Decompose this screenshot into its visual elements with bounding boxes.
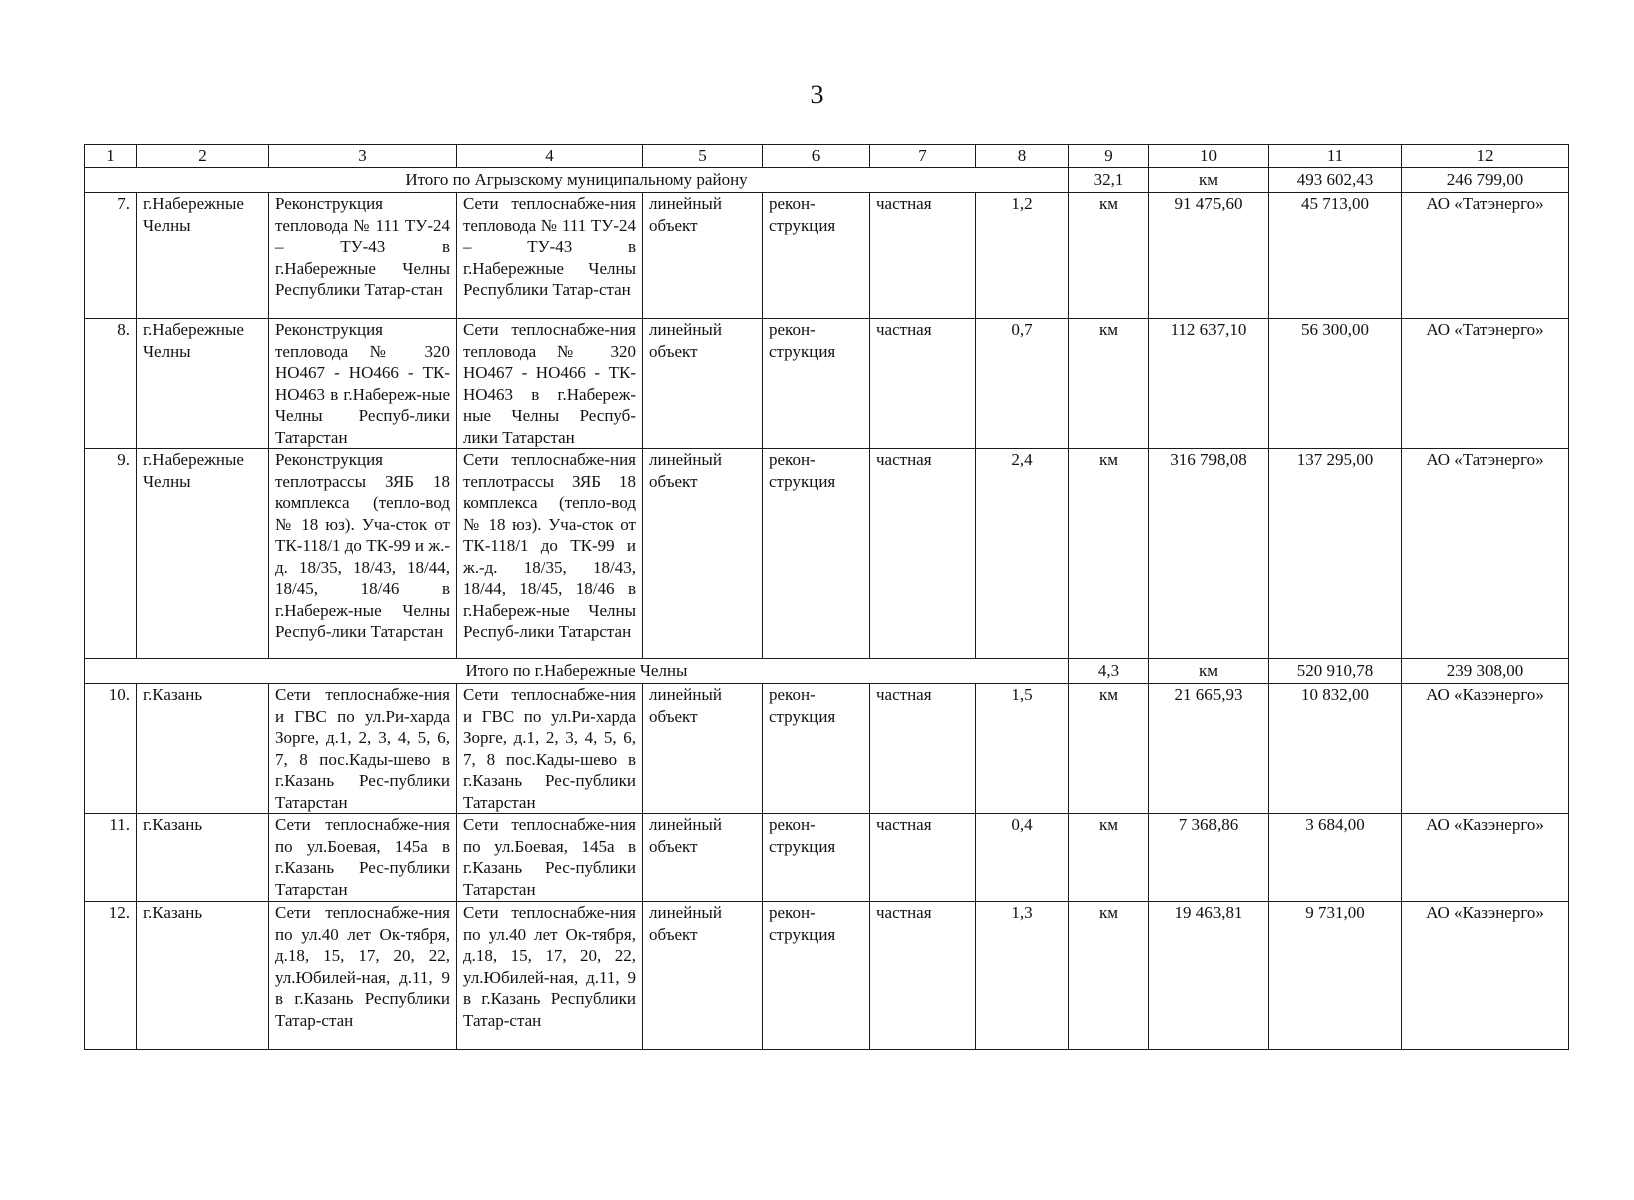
column-number: 6 bbox=[763, 145, 870, 168]
cost: 7 368,86 bbox=[1149, 814, 1269, 902]
column-number: 11 bbox=[1269, 145, 1402, 168]
total-label: Итого по г.Набережные Челны bbox=[85, 659, 1069, 684]
column-number: 12 bbox=[1402, 145, 1569, 168]
object-name: Сети теплоснабже-ния по ул.40 лет Ок-тября, д.18, 15, 17, 20, 22, ул.Юбилей-ная, д.11, 9 в г.Казань Республики Татар-стан bbox=[457, 902, 643, 1050]
project-name: Реконструкция теплотрассы ЗЯБ 18 комплекса (тепло-вод № 18 юз). Уча-сток от ТК-118/1 до ТК-99 и ж.-д. 18/35, 18/43, 18/44, 18/45, 18/46 в г.Набереж-ные Челны Респуб-лики Татарстан bbox=[269, 449, 457, 659]
project-name: Реконструкция тепловода № 320 НО467 - НО466 - ТК-НО463 в г.Набереж-ные Челны Респуб-лики Татарстан bbox=[269, 319, 457, 449]
city: г.Набережные Челны bbox=[137, 449, 269, 659]
cost: 91 475,60 bbox=[1149, 193, 1269, 319]
cost: 112 637,10 bbox=[1149, 319, 1269, 449]
heat-network-table bbox=[84, 144, 1569, 1050]
column-number: 7 bbox=[870, 145, 976, 168]
project-name: Реконструкция тепловода № 111 ТУ-24 – ТУ-43 в г.Набережные Челны Республики Татар-стан bbox=[269, 193, 457, 319]
total-cost: 493 602,43 bbox=[1269, 168, 1402, 193]
unit: км bbox=[1069, 319, 1149, 449]
subsidy: 56 300,00 bbox=[1269, 319, 1402, 449]
unit: км bbox=[1069, 902, 1149, 1050]
row-number: 12. bbox=[85, 902, 137, 1050]
total-label: Итого по Агрызскому муниципальному району bbox=[85, 168, 1069, 193]
length: 1,2 bbox=[976, 193, 1069, 319]
owner: АО «Казэнерго» bbox=[1402, 814, 1569, 902]
cost: 316 798,08 bbox=[1149, 449, 1269, 659]
project-name: Сети теплоснабже-ния и ГВС по ул.Ри-харда Зорге, д.1, 2, 3, 4, 5, 6, 7, 8 пос.Кады-шево в г.Казань Рес-публики Татарстан bbox=[269, 684, 457, 814]
total-length: 32,1 bbox=[1069, 168, 1149, 193]
object-type: линейный объект bbox=[643, 814, 763, 902]
table-row bbox=[85, 193, 1569, 319]
work-type: рекон-струкция bbox=[763, 193, 870, 319]
row-number: 8. bbox=[85, 319, 137, 449]
object-name: Сети теплоснабже-ния тепловода № 111 ТУ-24 – ТУ-43 в г.Набережные Челны Республики Татар-стан bbox=[457, 193, 643, 319]
length: 0,4 bbox=[976, 814, 1069, 902]
subsidy: 45 713,00 bbox=[1269, 193, 1402, 319]
ownership: частная bbox=[870, 902, 976, 1050]
subsidy: 9 731,00 bbox=[1269, 902, 1402, 1050]
owner: АО «Татэнерго» bbox=[1402, 449, 1569, 659]
column-number: 2 bbox=[137, 145, 269, 168]
city: г.Набережные Челны bbox=[137, 319, 269, 449]
unit: км bbox=[1069, 684, 1149, 814]
owner: АО «Татэнерго» bbox=[1402, 319, 1569, 449]
subsidy: 10 832,00 bbox=[1269, 684, 1402, 814]
city: г.Казань bbox=[137, 902, 269, 1050]
total-subsidy: 239 308,00 bbox=[1402, 659, 1569, 684]
owner: АО «Казэнерго» bbox=[1402, 684, 1569, 814]
column-number: 9 bbox=[1069, 145, 1149, 168]
city: г.Казань bbox=[137, 684, 269, 814]
column-number: 4 bbox=[457, 145, 643, 168]
object-type: линейный объект bbox=[643, 449, 763, 659]
column-number: 8 bbox=[976, 145, 1069, 168]
page-number: 3 bbox=[810, 80, 824, 109]
city: г.Набережные Челны bbox=[137, 193, 269, 319]
project-name: Сети теплоснабже-ния по ул.40 лет Ок-тября, д.18, 15, 17, 20, 22, ул.Юбилей-ная, д.11, 9 в г.Казань Республики Татар-стан bbox=[269, 902, 457, 1050]
table-row bbox=[85, 449, 1569, 659]
table-row bbox=[85, 814, 1569, 902]
table-row bbox=[85, 319, 1569, 449]
object-type: линейный объект bbox=[643, 319, 763, 449]
length: 2,4 bbox=[976, 449, 1069, 659]
work-type: рекон-струкция bbox=[763, 319, 870, 449]
object-type: линейный объект bbox=[643, 684, 763, 814]
column-number: 5 bbox=[643, 145, 763, 168]
city: г.Казань bbox=[137, 814, 269, 902]
object-name: Сети теплоснабже-ния по ул.Боевая, 145а в г.Казань Рес-публики Татарстан bbox=[457, 814, 643, 902]
column-number: 3 bbox=[269, 145, 457, 168]
total-unit: км bbox=[1149, 168, 1269, 193]
object-type: линейный объект bbox=[643, 902, 763, 1050]
object-type: линейный объект bbox=[643, 193, 763, 319]
subsidy: 3 684,00 bbox=[1269, 814, 1402, 902]
owner: АО «Татэнерго» bbox=[1402, 193, 1569, 319]
column-number: 10 bbox=[1149, 145, 1269, 168]
owner: АО «Казэнерго» bbox=[1402, 902, 1569, 1050]
total-cost: 520 910,78 bbox=[1269, 659, 1402, 684]
subsidy: 137 295,00 bbox=[1269, 449, 1402, 659]
row-number: 7. bbox=[85, 193, 137, 319]
ownership: частная bbox=[870, 319, 976, 449]
cost: 19 463,81 bbox=[1149, 902, 1269, 1050]
unit: км bbox=[1069, 814, 1149, 902]
total-length: 4,3 bbox=[1069, 659, 1149, 684]
length: 1,3 bbox=[976, 902, 1069, 1050]
table-row bbox=[85, 684, 1569, 814]
column-number-row bbox=[85, 145, 1569, 168]
work-type: рекон-струкция bbox=[763, 449, 870, 659]
row-number: 11. bbox=[85, 814, 137, 902]
object-name: Сети теплоснабже-ния тепловода № 320 НО467 - НО466 - ТК-НО463 в г.Набереж-ные Челны Респуб-лики Татарстан bbox=[457, 319, 643, 449]
row-number: 10. bbox=[85, 684, 137, 814]
ownership: частная bbox=[870, 193, 976, 319]
ownership: частная bbox=[870, 449, 976, 659]
ownership: частная bbox=[870, 684, 976, 814]
cost: 21 665,93 bbox=[1149, 684, 1269, 814]
object-name: Сети теплоснабже-ния теплотрассы ЗЯБ 18 комплекса (тепло-вод № 18 юз). Уча-сток от ТК-118/1 до ТК-99 и ж.-д. 18/35, 18/43, 18/44, 18/45, 18/46 в г.Набереж-ные Челны Респуб-лики Татарстан bbox=[457, 449, 643, 659]
work-type: рекон-струкция bbox=[763, 684, 870, 814]
object-name: Сети теплоснабже-ния и ГВС по ул.Ри-харда Зорге, д.1, 2, 3, 4, 5, 6, 7, 8 пос.Кады-шево в г.Казань Рес-публики Татарстан bbox=[457, 684, 643, 814]
table-row bbox=[85, 902, 1569, 1050]
length: 0,7 bbox=[976, 319, 1069, 449]
project-name: Сети теплоснабже-ния по ул.Боевая, 145а в г.Казань Рес-публики Татарстан bbox=[269, 814, 457, 902]
length: 1,5 bbox=[976, 684, 1069, 814]
total-row-chelny bbox=[85, 659, 1569, 684]
work-type: рекон-струкция bbox=[763, 902, 870, 1050]
total-unit: км bbox=[1149, 659, 1269, 684]
unit: км bbox=[1069, 193, 1149, 319]
column-number: 1 bbox=[85, 145, 137, 168]
total-subsidy: 246 799,00 bbox=[1402, 168, 1569, 193]
ownership: частная bbox=[870, 814, 976, 902]
row-number: 9. bbox=[85, 449, 137, 659]
unit: км bbox=[1069, 449, 1149, 659]
total-row-agryz bbox=[85, 168, 1569, 193]
work-type: рекон-струкция bbox=[763, 814, 870, 902]
